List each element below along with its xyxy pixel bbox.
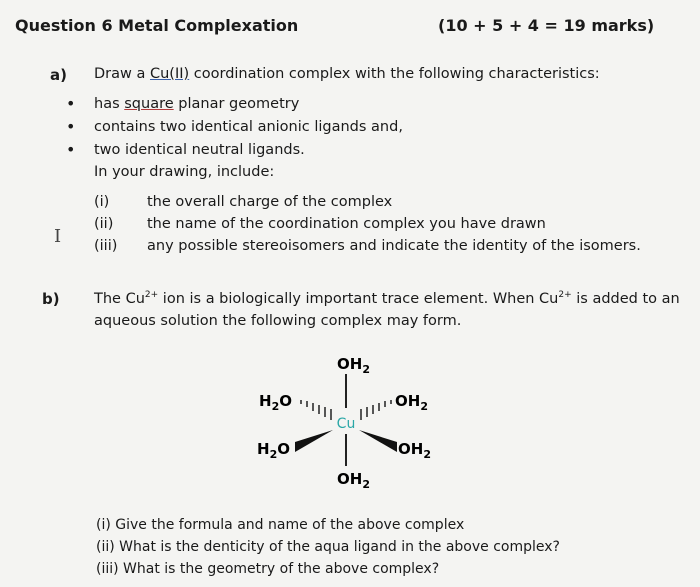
include-label: In your drawing, include: bbox=[94, 164, 275, 180]
bullet-pre: has bbox=[94, 96, 125, 112]
bullet-item bbox=[94, 96, 299, 112]
complex-structure bbox=[245, 350, 455, 500]
b-sup2: 2+ bbox=[558, 290, 572, 300]
ligand-lower-left bbox=[257, 440, 290, 461]
bullet-post: planar geometry bbox=[173, 96, 300, 112]
ligand-lower-right bbox=[398, 440, 431, 461]
item-text: any possible stereoisomers and indicate the identity of the isomers. bbox=[147, 238, 641, 254]
bullet-item: two identical neutral ligands. bbox=[94, 142, 305, 158]
prompt-metal: Cu(II) bbox=[149, 66, 190, 82]
bullet-item: contains two identical anionic ligands and, bbox=[94, 119, 403, 135]
ligand-upper-right bbox=[395, 392, 428, 413]
part-b-line1 bbox=[94, 290, 680, 307]
ligand-bottom-sub: 2 bbox=[362, 478, 370, 491]
part-a-label: a) bbox=[50, 66, 67, 84]
ligand-ul-h: H bbox=[259, 392, 272, 410]
part-a-prompt bbox=[94, 66, 600, 82]
part-b-label: b) bbox=[42, 290, 60, 308]
prompt-post: coordination complex with the following characteristics: bbox=[189, 66, 600, 82]
bullet-dot: • bbox=[66, 94, 76, 113]
ligand-ll-o: O bbox=[277, 440, 290, 458]
metal-atom: Cu bbox=[336, 416, 356, 432]
hash-bond-upper-left bbox=[301, 400, 331, 420]
item-num: (iii) bbox=[94, 238, 118, 254]
ligand-upper-left bbox=[259, 392, 292, 413]
ligand-ur-sub: 2 bbox=[420, 400, 428, 413]
ligand-lr-sub: 2 bbox=[423, 448, 431, 461]
bullet-dot: • bbox=[66, 117, 76, 136]
ligand-top-oh: OH bbox=[337, 355, 363, 373]
bullet-underlined: square bbox=[124, 96, 174, 112]
ligand-ul-sub: 2 bbox=[271, 400, 280, 413]
wedge-bond-lower-left bbox=[295, 430, 333, 452]
b-line1-mid: ion is a biologically important trace element. When Cu bbox=[158, 290, 559, 307]
ligand-ul-o: O bbox=[279, 392, 292, 410]
ligand-bottom bbox=[337, 470, 370, 491]
question-marks: (10 + 5 + 4 = 19 marks) bbox=[438, 16, 655, 35]
ligand-ll-h: H bbox=[257, 440, 270, 458]
item-text: the name of the coordination complex you have drawn bbox=[147, 216, 546, 232]
ligand-top bbox=[337, 355, 370, 376]
item-num: (i) bbox=[94, 194, 110, 210]
bullet-dot: • bbox=[66, 140, 76, 159]
hash-bond-upper-right bbox=[361, 400, 391, 420]
ligand-bottom-oh: OH bbox=[337, 470, 363, 488]
part-b-line2: aqueous solution the following complex may form. bbox=[94, 313, 462, 329]
b-sup1: 2+ bbox=[144, 290, 159, 300]
item-num: (ii) bbox=[94, 216, 114, 232]
prompt-pre: Draw a bbox=[94, 66, 150, 82]
b-line1-pre: The Cu bbox=[94, 290, 145, 307]
ligand-top-sub: 2 bbox=[362, 363, 370, 376]
b-line1-post: is added to an bbox=[571, 290, 680, 307]
question-title: Question 6 Metal Complexation bbox=[15, 16, 299, 35]
wedge-bond-lower-right bbox=[359, 430, 397, 452]
text-cursor-icon: I bbox=[54, 226, 62, 247]
b-question: (iii) What is the geometry of the above complex? bbox=[96, 561, 440, 577]
ligand-lr-oh: OH bbox=[398, 440, 424, 458]
b-question: (ii) What is the denticity of the aqua ligand in the above complex? bbox=[96, 539, 560, 555]
b-question: (i) Give the formula and name of the above complex bbox=[96, 517, 465, 533]
item-text: the overall charge of the complex bbox=[147, 194, 393, 210]
ligand-ll-sub: 2 bbox=[269, 448, 278, 461]
ligand-ur-oh: OH bbox=[395, 392, 421, 410]
